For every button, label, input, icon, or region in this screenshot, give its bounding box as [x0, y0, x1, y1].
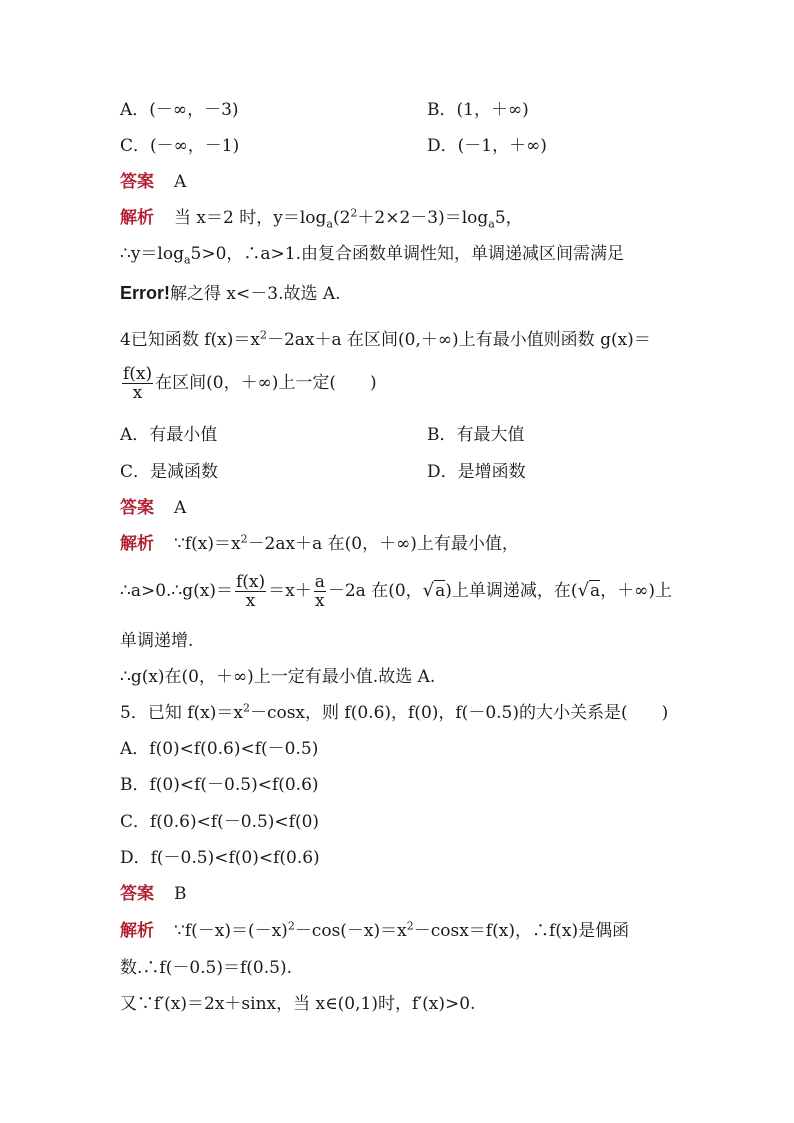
answer-label: 答案: [120, 884, 154, 904]
q5-analysis-line2: 数.∴f(－0.5)＝f(0.5).: [120, 958, 292, 978]
q4-analysis-line2: ∴a>0.∴g(x)＝ $\frac{f(x)}{x}$ ＝x＋ $\frac{a}{x}$ －2a 在(0，√a)上单调递减，在(√a，＋∞)上: [120, 572, 672, 611]
q4-analysis-line1: 解析 $\because f(x)=x^2-2ax+a$ 在(0，＋∞)上有最小值，: [120, 532, 519, 554]
q3-option-d: D．(－1，＋∞): [427, 136, 547, 156]
answer-label: 答案: [120, 172, 154, 192]
q5-option-a: A．f(0)<f(0.6)<f(－0.5): [120, 739, 319, 759]
answer-value: B: [174, 884, 187, 904]
q4-answer: [120, 497, 186, 519]
q5-option-d: D．f(－0.5)<f(0)<f(0.6): [120, 848, 320, 868]
q3-option-a: A．(－∞，－3): [120, 100, 239, 120]
answer-label: 答案: [120, 498, 154, 518]
q5-option-c: C．f(0.6)<f(－0.5)<f(0): [120, 812, 320, 832]
error-text: Error!: [120, 283, 171, 303]
q5-option-b: B．f(0)<f(－0.5)<f(0.6): [120, 775, 319, 795]
q5-analysis-line1: 解析 $\because f(-x)=(-x)^2-\cos(-x)=x^2-\cos x=f(x)$，∴f(x)是偶函: [120, 919, 630, 941]
q4-analysis-line3: 单调递增.: [120, 631, 194, 651]
fraction: $\frac{a}{x}$: [314, 572, 325, 611]
q4-option-c: C．是减函数: [120, 462, 219, 482]
analysis-label: 解析: [120, 921, 154, 941]
analysis-label: 解析: [120, 534, 154, 554]
q4-option-b: B．有最大值: [427, 425, 525, 445]
fraction: $\frac{f(x)}{x}$: [123, 364, 153, 403]
q5-answer: [120, 883, 187, 905]
q3-answer: [120, 171, 186, 193]
q4-option-a: A．有最小值: [120, 425, 218, 445]
q3-option-b: B．(1，＋∞): [427, 100, 529, 120]
q3-analysis-line3: Error!解之得 x<－3.故选 A.: [120, 283, 341, 304]
q3-analysis-line2: $\therefore y=\log_a5>0$，∴a>1.由复合函数单调性知，单调递减区间需满足: [120, 244, 625, 267]
q5-analysis-line3: 又∵f′(x)＝2x＋sinx，当 x∈(0,1)时，f′(x)>0.: [120, 994, 476, 1014]
q3-option-c: C．(－∞，－1): [120, 136, 240, 156]
q5-stem: 5．已知 $f(x)=x^2-\cos x$，则 f(0.6)，f(0)，f(－0.5)的大小关系是( ): [120, 701, 669, 723]
q4-option-d: D．是增函数: [427, 462, 526, 482]
answer-value: A: [174, 172, 187, 192]
fraction: $\frac{f(x)}{x}$: [235, 572, 266, 611]
analysis-label: 解析: [120, 208, 154, 228]
answer-value: A: [174, 498, 187, 518]
q3-analysis-line1: 解析 当 x＝2 时，$y=\log_a(2^2+2\times 2-3)=\log_a5$，: [120, 206, 523, 231]
q4-analysis-line4: ∴g(x)在(0，＋∞)上一定有最小值.故选 A.: [120, 667, 436, 687]
q4-stem-line2: $\frac{f(x)}{x}$ 在区间(0，＋∞)上一定( ): [123, 364, 377, 403]
q4-stem-line1: 4已知函数 $f(x)=x^2-2ax+a$ 在区间(0,＋∞)上有最小值则函数 g(x)＝: [120, 328, 651, 350]
